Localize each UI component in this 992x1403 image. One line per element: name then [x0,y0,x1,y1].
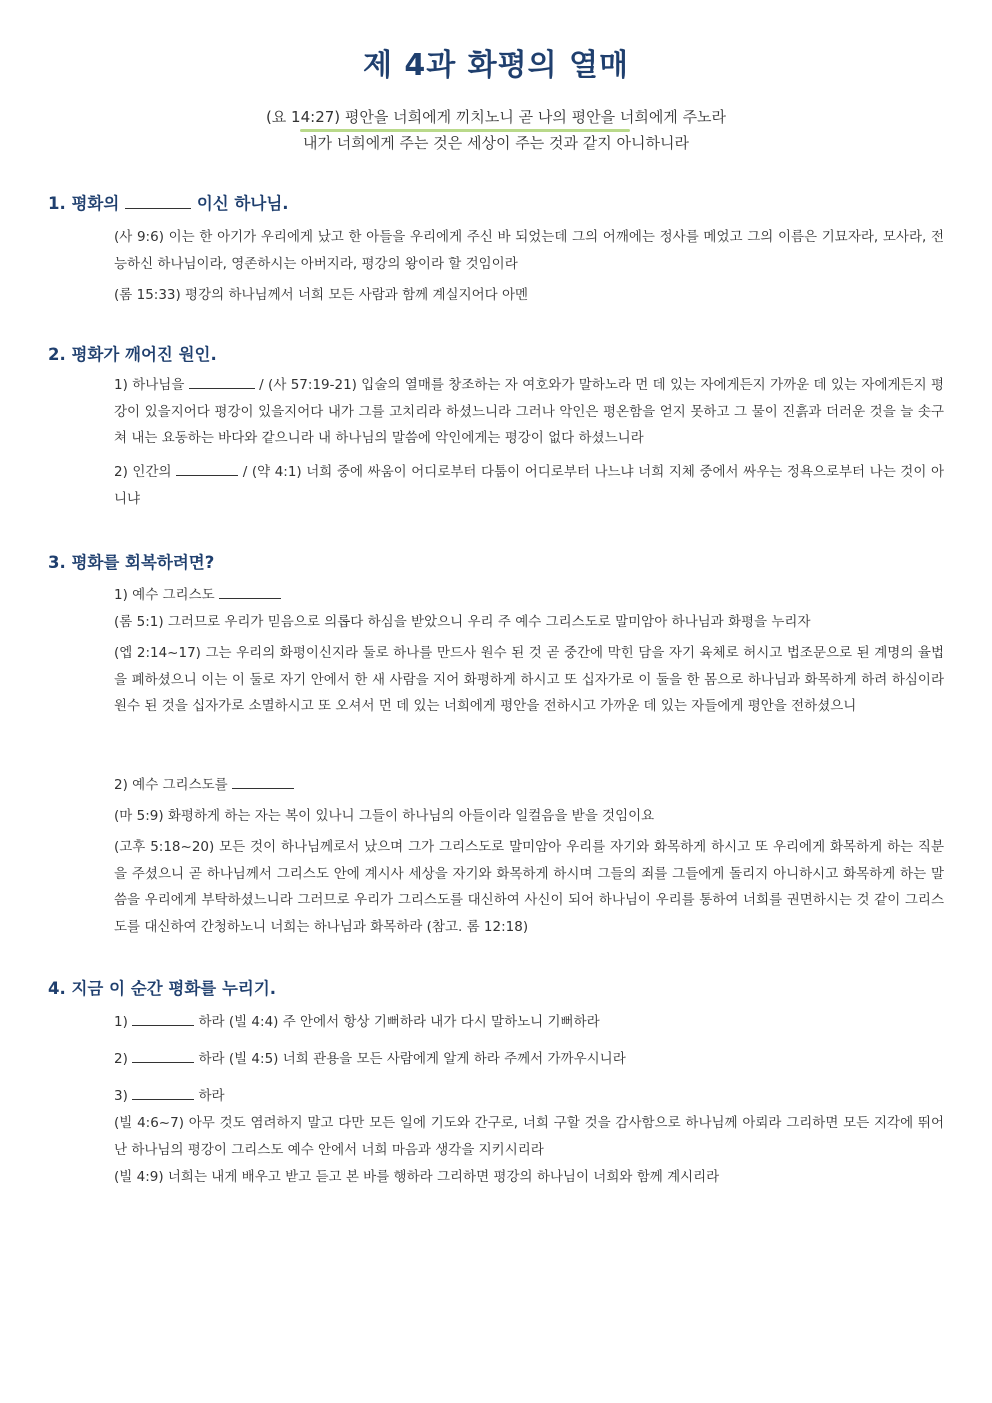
item-2-verse: / (약 4:1) 너희 중에 싸움이 어디로부터 다툼이 어디로부터 나느냐 너희 지체 중에서 싸우는 정욕으로부터 나는 것이 아니냐 [114,464,944,507]
highlight-underline [300,129,630,132]
item-1-text: 하라 (빌 4:4) 주 안에서 항상 기뻐하라 내가 다시 말하노니 기뻐하라 [198,1014,600,1030]
item-3-number: 3) [114,1088,128,1104]
section-1-heading-part-b: 이신 하나님. [196,194,289,213]
epigraph-line-2: 내가 너희에게 주는 것은 세상이 주는 것과 같지 아니하니라 [303,134,689,152]
verse-ephesians-2-14: (엡 2:14~17) 그는 우리의 화평이신지라 둘로 하나를 만드사 원수 된 것 곧 중간에 막힌 담을 자기 육체로 허시고 법조문으로 된 계명의 율법을 폐하셨으니 이는 이 둘로 자기 안에서 한 새 사람을 지어 화평하게 하시고 또 십자가로 이 둘을 한 몸으로 하나님과 화목하게 하려 하심이라 원수 된 것을 십자가로 소멸하시고 또 오셔서 먼 데 있는 너희에게 평안을 전하시고 가까운 데 있는 자들에게 평안을 전하셨으니 [114,645,944,714]
fill-in-blank[interactable] [219,584,281,599]
section-2-item-1 [114,372,944,452]
verse-philippians-4-9: (빌 4:9) 너희는 내게 배우고 받고 듣고 본 바를 행하라 그리하면 평강의 하나님이 너희와 함께 계시리라 [114,1169,720,1185]
section-4-item-2 [114,1046,626,1072]
verse-2-corinthians-5-18: (고후 5:18~20) 모든 것이 하나님께로서 났으며 그가 그리스도로 말미암아 우리를 자기와 화목하게 하시고 또 우리에게 화목하게 하는 직분을 주셨으니 곧 하나님께서 그리스도 안에 계시사 세상을 자기와 화목하게 하시며 그들의 죄를 그들에게 돌리지 아니하시고 화목하게 하는 말씀을 우리에게 부탁하셨느니라 그러므로 우리가 그리스도를 대신하여 사신이 되어 하나님이 우리를 통하여 너희를 권면하시는 것 같이 그리스도를 대신하여 간청하노니 너희는 하나님과 화목하라 (참고. 롬 12:18) [114,839,944,935]
item-1-number: 1) [114,1014,128,1030]
verse-romans-5-1: (롬 5:1) 그러므로 우리가 믿음으로 의롭다 하심을 받았으니 우리 주 예수 그리스도로 말미암아 하나님과 화평을 누리자 [114,614,811,630]
item-1-verse: / (사 57:19-21) 입술의 열매를 창조하는 자 여호와가 말하노라 먼 데 있는 자에게든지 가까운 데 있는 자에게든지 평강이 있을지어다 평강이 있을지어다 내가 그를 고치리라 하셨느니라 그러나 악인은 평온함을 얻지 못하고 그 물이 진흙과 더러운 것을 늘 솟구쳐 내는 요동하는 바다와 같으니라 내 하나님의 말씀에 악인에게는 평강이 없다 하셨느니라 [114,377,945,446]
verse-matthew-5-9: (마 5:9) 화평하게 하는 자는 복이 있나니 그들이 하나님의 아들이라 일컬음을 받을 것임이요 [114,808,655,824]
section-2-heading: 2. 평화가 깨어진 원인. [48,345,217,364]
fill-in-blank[interactable] [132,1048,194,1063]
section-3-sub-2 [114,772,294,798]
section-4-heading: 4. 지금 이 순간 평화를 누리기. [48,979,277,998]
fill-in-blank[interactable] [232,774,294,789]
item-2-text: 하라 (빌 4:5) 너희 관용을 모든 사람에게 알게 하라 주께서 가까우시니라 [198,1051,626,1067]
section-4-item-1 [114,1009,600,1035]
section-4-item-3 [114,1083,225,1109]
verse-philippians-4-6: (빌 4:6~7) 아무 것도 염려하지 말고 다만 모든 일에 기도와 간구로, 너희 구할 것을 감사함으로 하나님께 아뢰라 그리하면 모든 지각에 뛰어난 하나님의 평강이 그리스도 예수 안에서 너희 마음과 생각을 지키시리라 [114,1115,944,1158]
section-1-heading [48,190,289,214]
item-2-number: 2) [114,1051,128,1067]
fill-in-blank[interactable] [189,374,255,389]
section-3-heading: 3. 평화를 회복하려면? [48,553,215,572]
verse-romans-15-33: (롬 15:33) 평강의 하나님께서 너희 모든 사람과 함께 계실지어다 아멘 [114,287,529,303]
fill-in-blank[interactable] [132,1085,194,1100]
section-2-item-2 [114,459,944,512]
page-title: 제 4과 화평의 열매 [362,48,630,83]
verse-isaiah-9-6: (사 9:6) 이는 한 아기가 우리에게 났고 한 아들을 우리에게 주신 바 되었는데 그의 어깨에는 정사를 메었고 그의 이름은 기묘자라, 모사라, 전능하신 하나님이라, 영존하시는 아버지라, 평강의 왕이라 할 것임이라 [114,229,944,272]
sub-1-label: 1) 예수 그리스도 [114,587,215,603]
section-1-heading-part-a: 1. 평화의 [48,194,120,213]
fill-in-blank[interactable] [132,1011,194,1026]
item-2-label: 2) 인간의 [114,464,172,480]
fill-in-blank[interactable] [125,194,191,209]
item-1-label: 1) 하나님을 [114,377,185,393]
epigraph-line-1: (요 14:27) 평안을 너희에게 끼치노니 곧 나의 평안을 너희에게 주노라 [265,108,727,126]
section-3-sub-1 [114,582,281,608]
sub-2-label: 2) 예수 그리스도를 [114,777,228,793]
item-3-text: 하라 [198,1088,225,1104]
fill-in-blank[interactable] [176,461,238,476]
